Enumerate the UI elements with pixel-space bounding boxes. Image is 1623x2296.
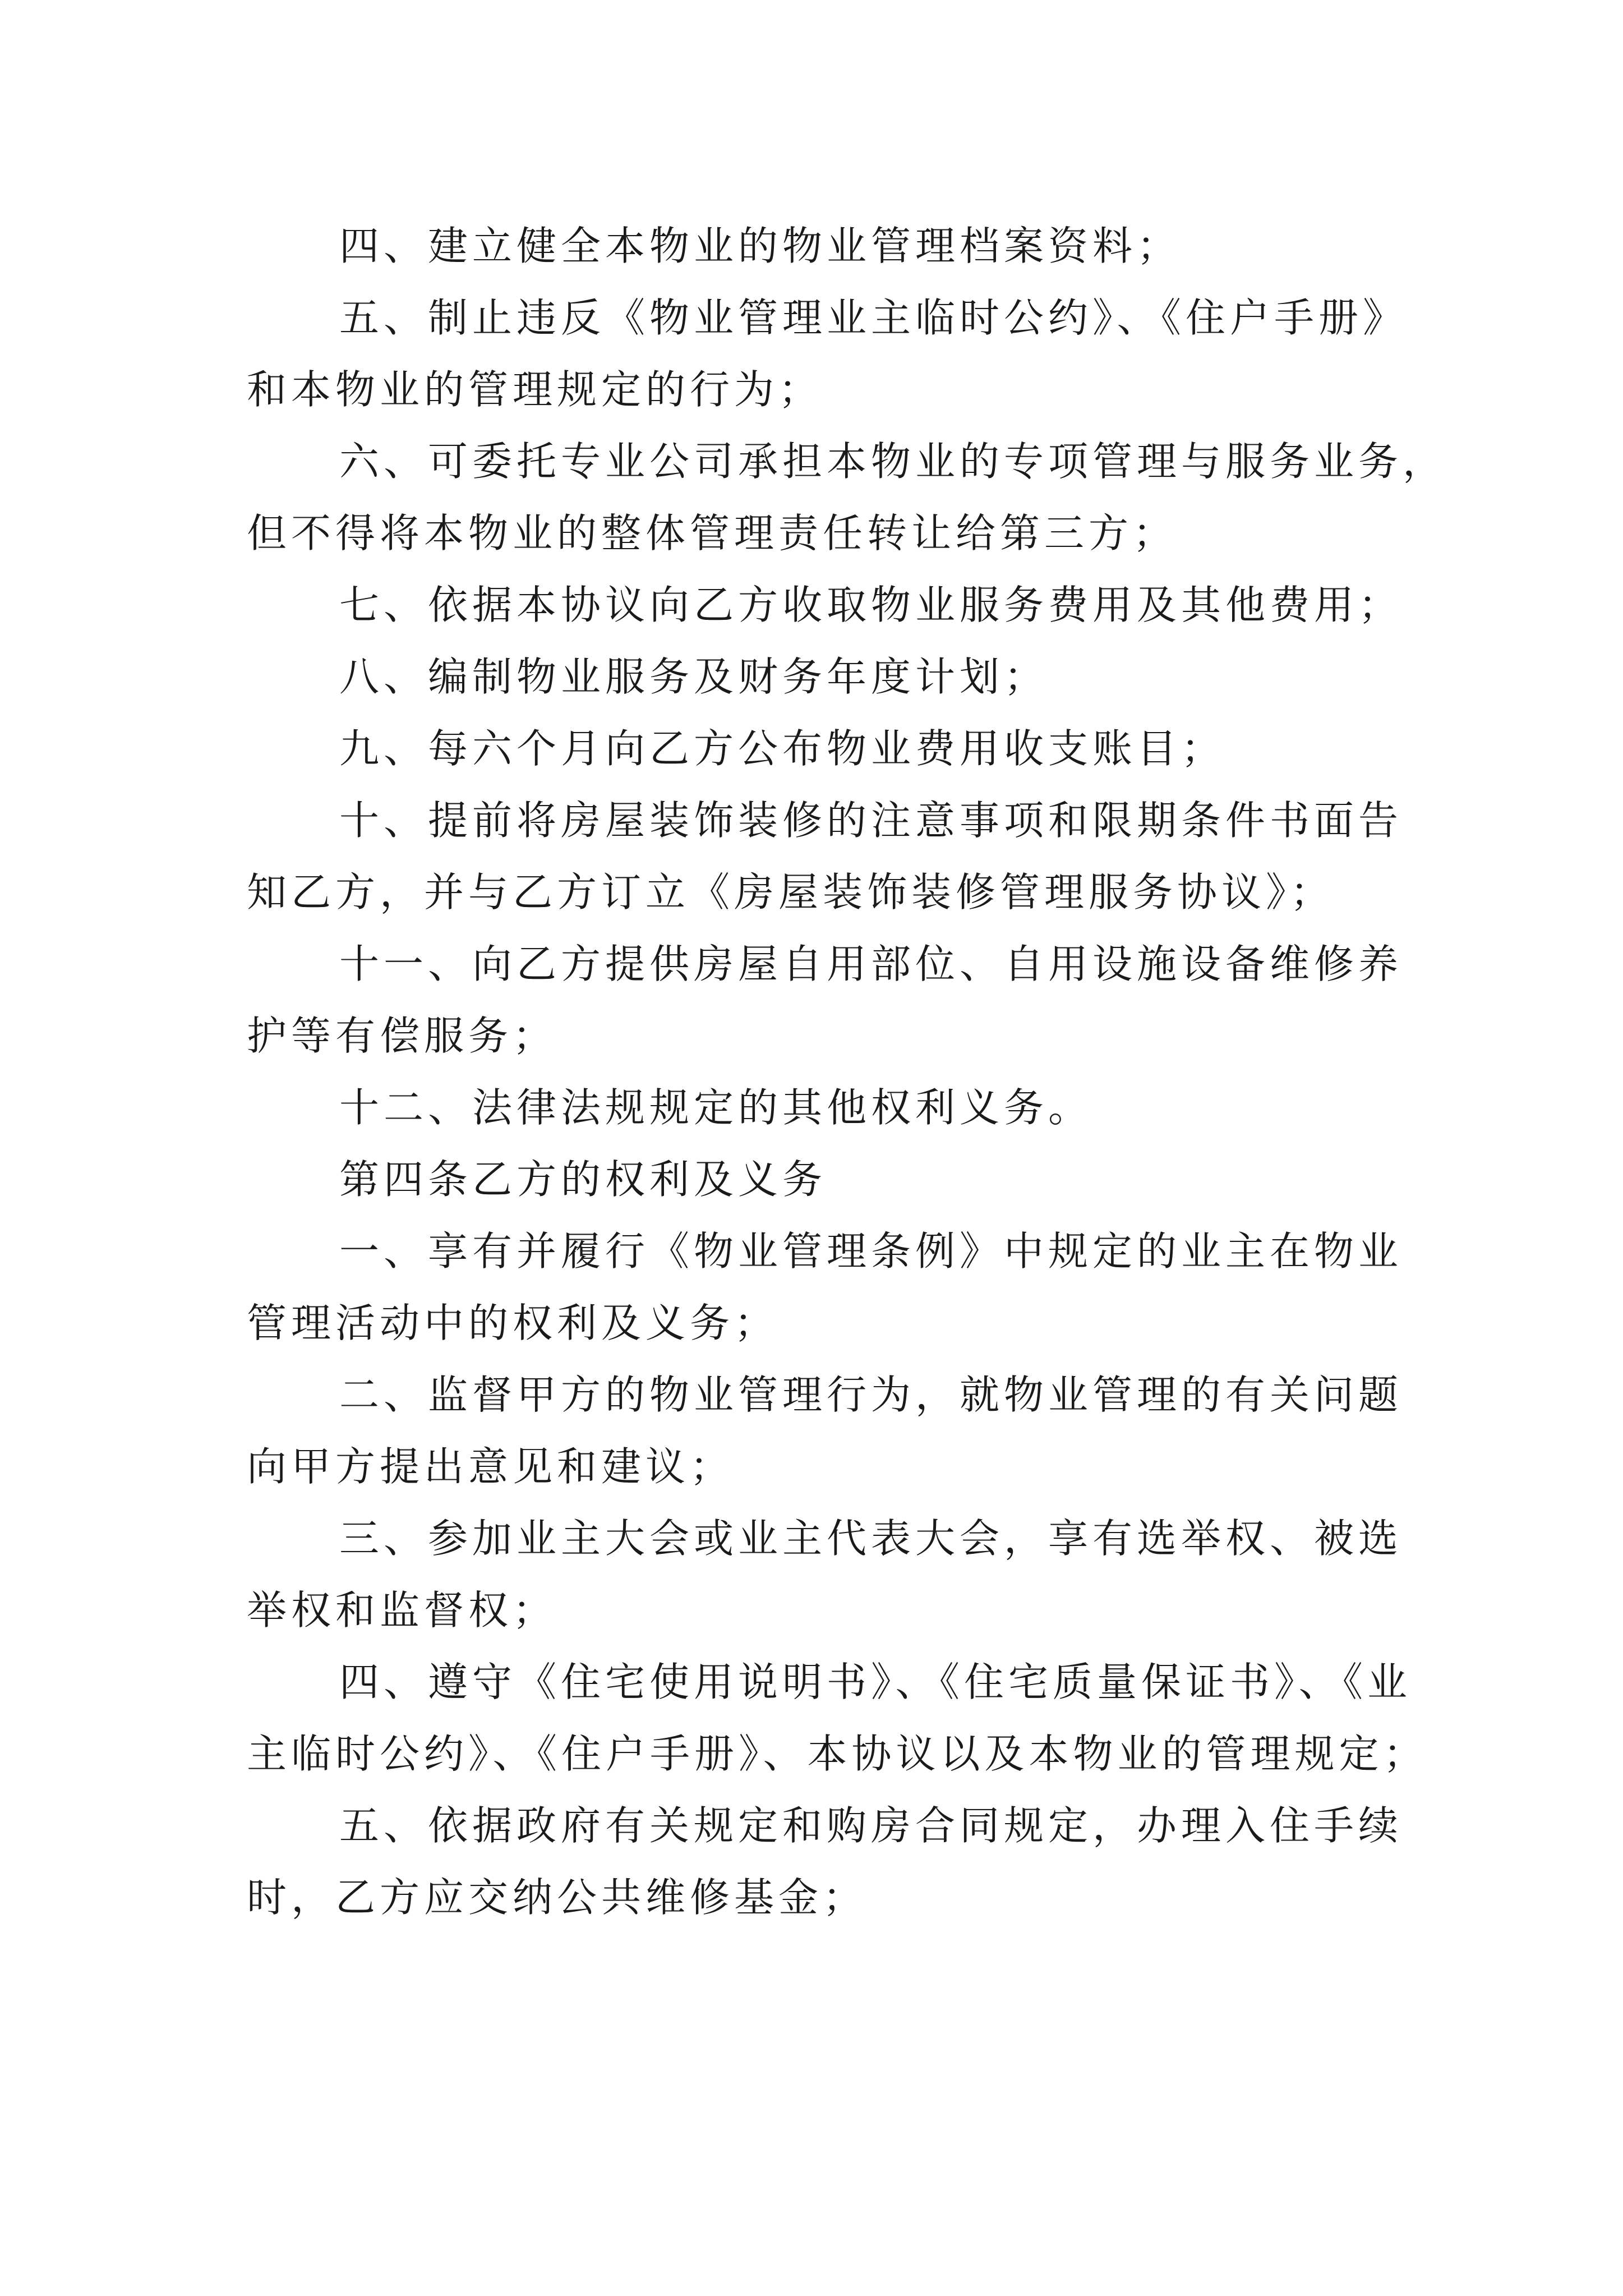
paragraph-item-5-maintenance-fund	[247, 1790, 1403, 1934]
paragraph-item-12-other	[247, 1072, 1391, 1144]
paragraph-line: 和本物业的管理规定的行为；	[247, 366, 823, 413]
document-body	[247, 210, 1447, 1934]
paragraph-item-1-rights	[247, 1216, 1403, 1359]
section-heading-article-4	[247, 1144, 1391, 1216]
paragraph-line: 管理活动中的权利及义务；	[247, 1300, 779, 1346]
paragraph-line: 但不得将本物业的整体管理责任转让给第三方；	[247, 510, 1178, 556]
paragraph-line: 五、制止违反《物业管理业主临时公约》、《住户手册》	[339, 295, 1408, 341]
paragraph-item-7-fees	[247, 569, 1403, 641]
paragraph-line: 十二、法律法规规定的其他权利义务。	[339, 1084, 1093, 1131]
paragraph-line: 时，乙方应交纳公共维修基金；	[247, 1874, 868, 1921]
paragraph-item-5-stop-violations	[247, 282, 1408, 426]
paragraph-line: 四、遵守《住宅使用说明书》、《住宅质量保证书》、《业	[339, 1659, 1412, 1705]
paragraph-item-10-renovation	[247, 785, 1403, 928]
paragraph-line: 护等有偿服务；	[247, 1013, 557, 1059]
paragraph-line: 八、编制物业服务及财务年度计划；	[339, 654, 1049, 700]
paragraph-line: 举权和监督权；	[247, 1587, 557, 1634]
paragraph-item-4-archives	[247, 210, 1391, 282]
paragraph-item-8-annual-plan	[247, 641, 1391, 713]
paragraph-item-11-paid-services	[247, 928, 1403, 1072]
paragraph-item-2-supervise	[247, 1359, 1403, 1503]
paragraph-line: 三、参加业主大会或业主代表大会，享有选举权、被选	[339, 1515, 1403, 1562]
paragraph-line: 六、可委托专业公司承担本物业的专项管理与服务业务，	[339, 438, 1447, 485]
paragraph-line: 四、建立健全本物业的物业管理档案资料；	[339, 223, 1182, 269]
paragraph-line: 七、依据本协议向乙方收取物业服务费用及其他费用；	[339, 582, 1403, 628]
paragraph-line: 向甲方提出意见和建议；	[247, 1443, 735, 1490]
paragraph-item-6-outsourcing	[247, 426, 1447, 569]
paragraph-line: 一、享有并履行《物业管理条例》中规定的业主在物业	[339, 1228, 1403, 1274]
paragraph-item-9-accounts	[247, 713, 1391, 785]
paragraph-line: 十一、向乙方提供房屋自用部位、自用设施设备维修养	[339, 941, 1403, 987]
section-heading-line: 第四条乙方的权利及义务	[339, 1156, 827, 1203]
paragraph-line: 知乙方，并与乙方订立《房屋装饰装修管理服务协议》；	[247, 869, 1335, 915]
paragraph-item-3-assembly	[247, 1503, 1403, 1646]
paragraph-line: 九、每六个月向乙方公布物业费用收支账目；	[339, 725, 1226, 772]
paragraph-line: 主临时公约》、《住户手册》、本协议以及本物业的管理规定；	[247, 1731, 1428, 1777]
paragraph-line: 五、依据政府有关规定和购房合同规定，办理入住手续	[339, 1802, 1403, 1849]
paragraph-line: 二、监督甲方的物业管理行为，就物业管理的有关问题	[339, 1372, 1403, 1418]
paragraph-line: 十、提前将房屋装饰装修的注意事项和限期条件书面告	[339, 797, 1403, 844]
paragraph-item-4-comply	[247, 1646, 1428, 1790]
